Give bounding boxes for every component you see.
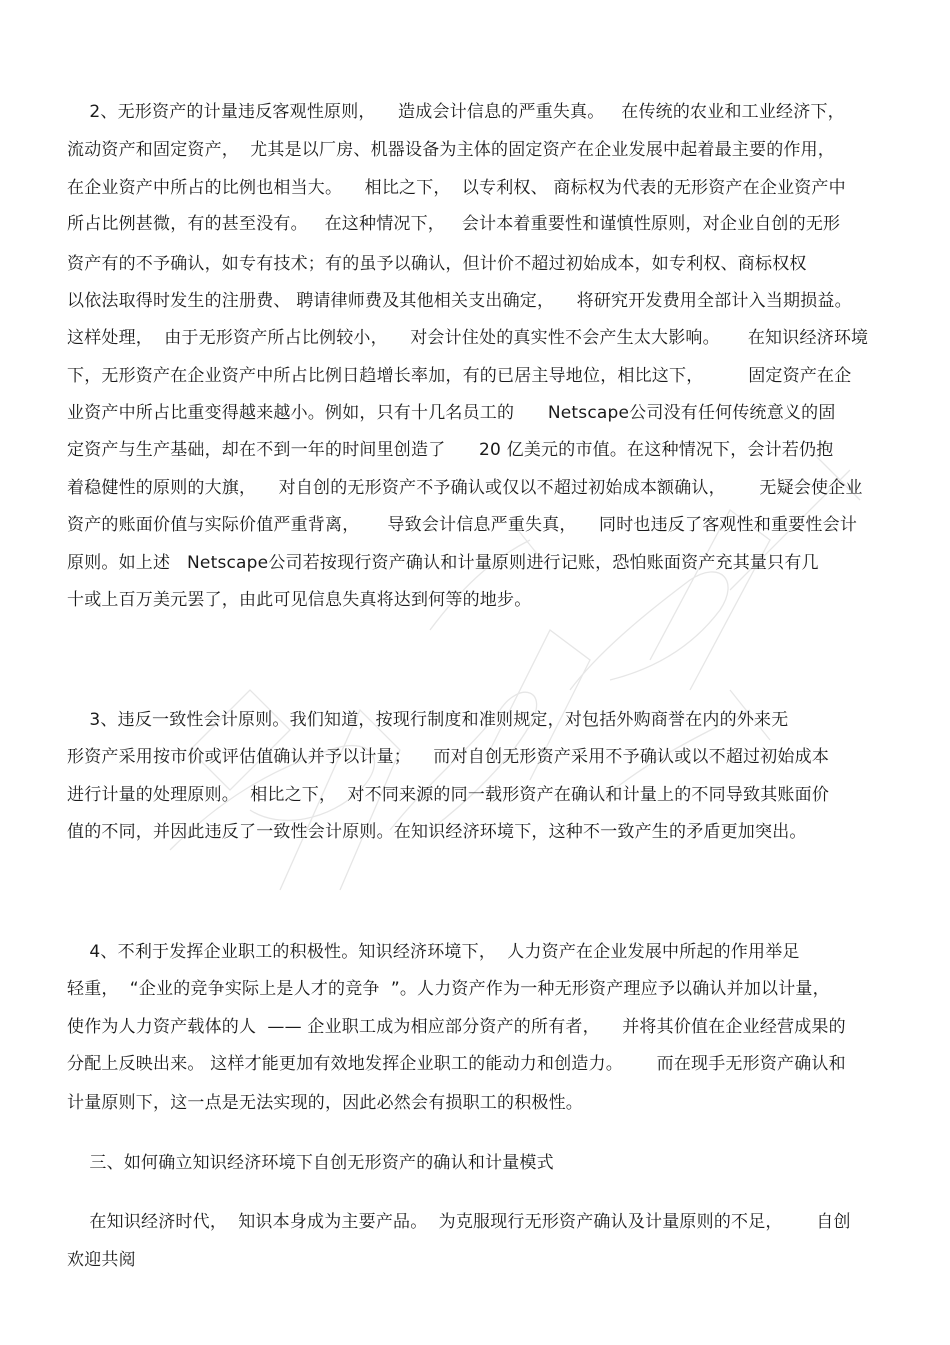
text-line: 资产有的不予确认，如专有技术；有的虽予以确认，但计价不超过初始成本，如专利权、商标权权: [67, 254, 807, 274]
text-line: 3、违反一致性会计原则。我们知道，按现行制度和准则规定，对包括外购商誉在内的外来无: [67, 710, 789, 730]
text-line: 轻重， “企业的竞争实际上是人才的竞争 ”。人力资产作为一种无形资产理应予以确认并加以计量，: [67, 979, 830, 999]
text-line: 下，无形资产在企业资产中所占比例日趋增长率加，有的已居主导地位，相比这下， 固定资产在企: [67, 366, 852, 386]
footer-text: 欢迎共阅: [67, 1250, 136, 1270]
text-line: 分配上反映出来。 这样才能更加有效地发挥企业职工的能动力和创造力。 而在现手无形资产确认和: [67, 1054, 846, 1074]
text-line: 形资产采用按市价或评估值确认并予以计量； 而对自创无形资产采用不予确认或以不超过初始成本: [67, 747, 830, 767]
text-line: 以依法取得时发生的注册费、 聘请律师费及其他相关支出确定， 将研究开发费用全部计入当期损益。: [67, 291, 852, 311]
text-line: 十或上百万美元罢了，由此可见信息失真将达到何等的地步。: [67, 590, 532, 610]
text-line: 定资产与生产基础，却在不到一年的时间里创造了 20 亿美元的市值。在这种情况下，会计若仍抱: [67, 440, 834, 460]
section-heading: 三、如何确立知识经济环境下自创无形资产的确认和计量模式: [67, 1153, 554, 1173]
text-line: 2、无形资产的计量违反客观性原则， 造成会计信息的严重失真。 在传统的农业和工业经济下，: [67, 102, 845, 122]
text-line: 使作为人力资产载体的人 —— 企业职工成为相应部分资产的所有者， 并将其价值在企业经营成果的: [67, 1017, 846, 1037]
text-line: 资产的账面价值与实际价值严重背离， 导致会计信息严重失真， 同时也违反了客观性和重要性会计: [67, 515, 858, 535]
text-line: 原则。如上述 Netscape公司若按现行资产确认和计量原则进行记账，恐怕账面资产充其量只有几: [67, 553, 819, 573]
text-line: 业资产中所占比重变得越来越小。例如，只有十几名员工的 Netscape公司没有任何传统意义的固: [67, 403, 836, 423]
text-line: 4、不利于发挥企业职工的积极性。知识经济环境下， 人力资产在企业发展中所起的作用举足: [67, 942, 800, 962]
text-line: 着稳健性的原则的大旗， 对自创的无形资产不予确认或仅以不超过初始成本额确认， 无疑会使企业: [67, 478, 863, 498]
text-line: 在知识经济时代， 知识本身成为主要产品。 为克服现行无形资产确认及计量原则的不足， 自创: [67, 1212, 851, 1232]
text-line: 所占比例甚微，有的甚至没有。 在这种情况下， 会计本着重要性和谨慎性原则，对企业自创的无形: [67, 214, 841, 234]
text-line: 在企业资产中所占的比例也相当大。 相比之下， 以专利权、 商标权为代表的无形资产在企业资产中: [67, 178, 846, 198]
text-line: 这样处理， 由于无形资产所占比例较小， 对会计住处的真实性不会产生太大影响。 在知识经济环境: [67, 328, 869, 348]
text-line: 计量原则下，这一点是无法实现的，因此必然会有损职工的积极性。: [67, 1093, 583, 1113]
text-line: 进行计量的处理原则。 相比之下， 对不同来源的同一载形资产在确认和计量上的不同导致其账面价: [67, 785, 830, 805]
text-line: 流动资产和固定资产， 尤其是以厂房、机器设备为主体的固定资产在企业发展中起着最主要的作用，: [67, 140, 836, 160]
text-line: 值的不同，并因此违反了一致性会计原则。在知识经济环境下，这种不一致产生的矛盾更加突出。: [67, 822, 807, 842]
